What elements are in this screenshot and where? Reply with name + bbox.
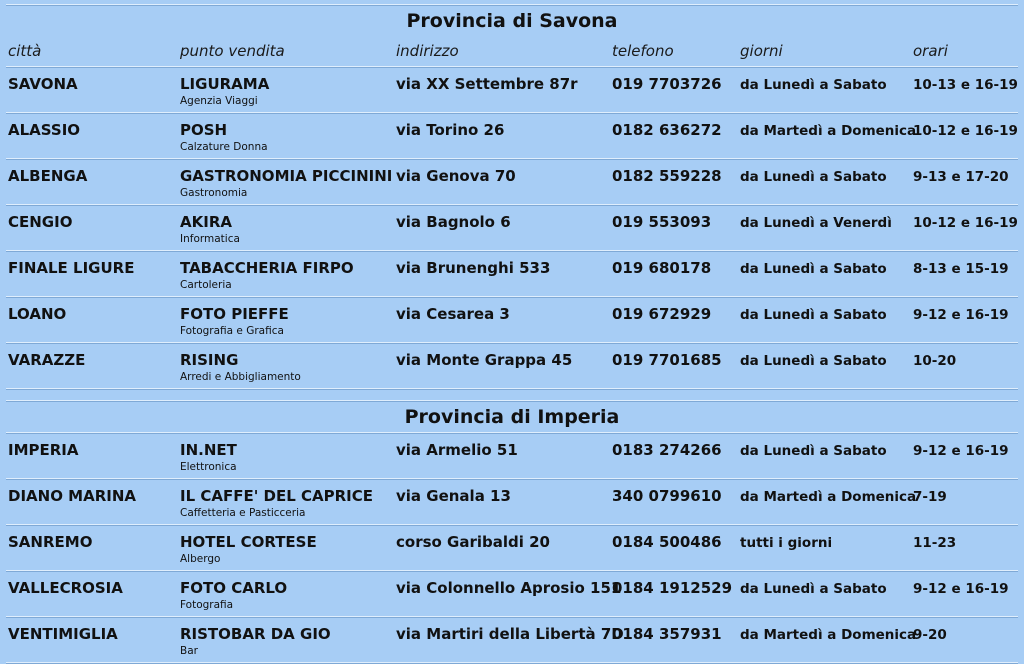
header-city: città [8, 42, 42, 60]
shop-cell [180, 526, 396, 565]
table-row [0, 114, 1024, 158]
city-cell: LOANO [8, 305, 67, 323]
phone-cell: 019 672929 [612, 305, 712, 323]
table-row [0, 206, 1024, 250]
shop-name: IN.NET [180, 441, 237, 459]
city-cell: VALLECROSIA [8, 579, 123, 597]
stores-table [0, 4, 1024, 664]
hours-cell: 7-19 [913, 489, 947, 505]
address-cell: via Monte Grappa 45 [396, 351, 573, 369]
days-cell: da Martedì a Domenica [740, 489, 917, 505]
city-cell: SANREMO [8, 533, 93, 551]
address-cell: corso Garibaldi 20 [396, 533, 550, 551]
section-title-savona: Provincia di Savona [406, 10, 618, 32]
address-cell: via Colonnello Aprosio 151 [396, 579, 622, 597]
shop-name: HOTEL CORTESE [180, 533, 317, 551]
city-cell: ALBENGA [8, 167, 88, 185]
hours-cell: 10-20 [913, 353, 957, 369]
shop-name: FOTO PIEFFE [180, 305, 289, 323]
shop-name: AKIRA [180, 213, 232, 231]
shop-cell [180, 480, 396, 519]
hours-cell: 9-12 e 16-19 [913, 581, 1009, 597]
header-phone: telefono [612, 42, 674, 60]
shop-type: Calzature Donna [180, 141, 268, 153]
phone-cell: 0184 357931 [612, 625, 722, 643]
phone-cell: 019 553093 [612, 213, 712, 231]
imperia-rows [0, 434, 1024, 664]
shop-type: Cartoleria [180, 279, 232, 291]
address-cell: via Genova 70 [396, 167, 516, 185]
hours-cell: 10-13 e 16-19 [913, 77, 1018, 93]
shop-name: FOTO CARLO [180, 579, 288, 597]
shop-name: IL CAFFE' DEL CAPRICE [180, 487, 374, 505]
phone-cell: 0184 500486 [612, 533, 722, 551]
header-days: giorni [740, 42, 783, 60]
address-cell: via Genala 13 [396, 487, 511, 505]
shop-cell [180, 252, 396, 291]
table-row [0, 618, 1024, 662]
shop-type: Bar [180, 645, 198, 657]
hours-cell: 10-12 e 16-19 [913, 215, 1018, 231]
phone-cell: 0184 1912529 [612, 579, 733, 597]
section-gap [0, 390, 1024, 400]
table-row [0, 68, 1024, 112]
address-cell: via Brunenghi 533 [396, 259, 551, 277]
city-cell: FINALE LIGURE [8, 259, 135, 277]
shop-cell [180, 160, 396, 199]
phone-cell: 0183 274266 [612, 441, 722, 459]
address-cell: via Armelio 51 [396, 441, 518, 459]
shop-name: GASTRONOMIA PICCININI [180, 167, 393, 185]
days-cell: da Martedì a Domenica [740, 627, 917, 643]
shop-type: Fotografia e Grafica [180, 325, 284, 337]
address-cell: via Torino 26 [396, 121, 505, 139]
city-cell: DIANO MARINA [8, 487, 136, 505]
shop-type: Informatica [180, 233, 240, 245]
days-cell: da Lunedì a Sabato [740, 261, 887, 277]
city-cell: ALASSIO [8, 121, 81, 139]
shop-type: Agenzia Viaggi [180, 95, 258, 107]
days-cell: da Lunedì a Sabato [740, 353, 887, 369]
shop-type: Albergo [180, 553, 221, 565]
city-cell: CENGIO [8, 213, 73, 231]
shop-cell [180, 618, 396, 657]
shop-type: Arredi e Abbigliamento [180, 371, 301, 383]
table-row [0, 434, 1024, 478]
shop-cell [180, 68, 396, 107]
shop-type: Gastronomia [180, 187, 248, 199]
table-row [0, 526, 1024, 570]
hours-cell: 10-12 e 16-19 [913, 123, 1018, 139]
shop-cell [180, 298, 396, 337]
section-title-imperia: Provincia di Imperia [404, 406, 620, 428]
shop-cell [180, 434, 396, 473]
days-cell: da Lunedì a Sabato [740, 443, 887, 459]
table-row [0, 298, 1024, 342]
shop-name: RISTOBAR DA GIO [180, 625, 331, 643]
hours-cell: 9-12 e 16-19 [913, 443, 1009, 459]
hours-cell: 9-13 e 17-20 [913, 169, 1009, 185]
header-hours: orari [913, 42, 948, 60]
header-shop: punto vendita [180, 42, 285, 60]
shop-name: TABACCHERIA FIRPO [180, 259, 354, 277]
table-row [0, 572, 1024, 616]
shop-cell [180, 572, 396, 611]
address-cell: via XX Settembre 87r [396, 75, 578, 93]
phone-cell: 0182 559228 [612, 167, 722, 185]
hours-cell: 8-13 e 15-19 [913, 261, 1009, 277]
shop-cell [180, 344, 396, 383]
city-cell: VARAZZE [8, 351, 86, 369]
address-cell: via Martiri della Libertà 7D [396, 625, 624, 643]
days-cell: da Lunedì a Sabato [740, 77, 887, 93]
shop-cell [180, 114, 396, 153]
shop-name: POSH [180, 121, 228, 139]
shop-name: RISING [180, 351, 239, 369]
hours-cell: 9-20 [913, 627, 947, 643]
savona-rows [0, 68, 1024, 390]
phone-cell: 0182 636272 [612, 121, 722, 139]
days-cell: da Lunedì a Sabato [740, 307, 887, 323]
phone-cell: 019 7701685 [612, 351, 722, 369]
phone-cell: 340 0799610 [612, 487, 722, 505]
city-cell: IMPERIA [8, 441, 79, 459]
days-cell: da Lunedì a Venerdì [740, 215, 892, 231]
days-cell: da Lunedì a Sabato [740, 581, 887, 597]
phone-cell: 019 7703726 [612, 75, 722, 93]
table-row [0, 252, 1024, 296]
shop-cell [180, 206, 396, 245]
address-cell: via Cesarea 3 [396, 305, 510, 323]
table-row [0, 344, 1024, 388]
days-cell: da Lunedì a Sabato [740, 169, 887, 185]
table-row [0, 480, 1024, 524]
column-headers [0, 36, 1024, 66]
table-row [0, 160, 1024, 204]
header-address: indirizzo [396, 42, 459, 60]
shop-type: Elettronica [180, 461, 237, 473]
hours-cell: 9-12 e 16-19 [913, 307, 1009, 323]
phone-cell: 019 680178 [612, 259, 712, 277]
days-cell: tutti i giorni [740, 535, 833, 551]
city-cell: SAVONA [8, 75, 78, 93]
hours-cell: 11-23 [913, 535, 957, 551]
address-cell: via Bagnolo 6 [396, 213, 511, 231]
shop-type: Caffetteria e Pasticceria [180, 507, 306, 519]
city-cell: VENTIMIGLIA [8, 625, 118, 643]
shop-type: Fotografia [180, 599, 234, 611]
shop-name: LIGURAMA [180, 75, 270, 93]
days-cell: da Martedì a Domenica [740, 123, 917, 139]
